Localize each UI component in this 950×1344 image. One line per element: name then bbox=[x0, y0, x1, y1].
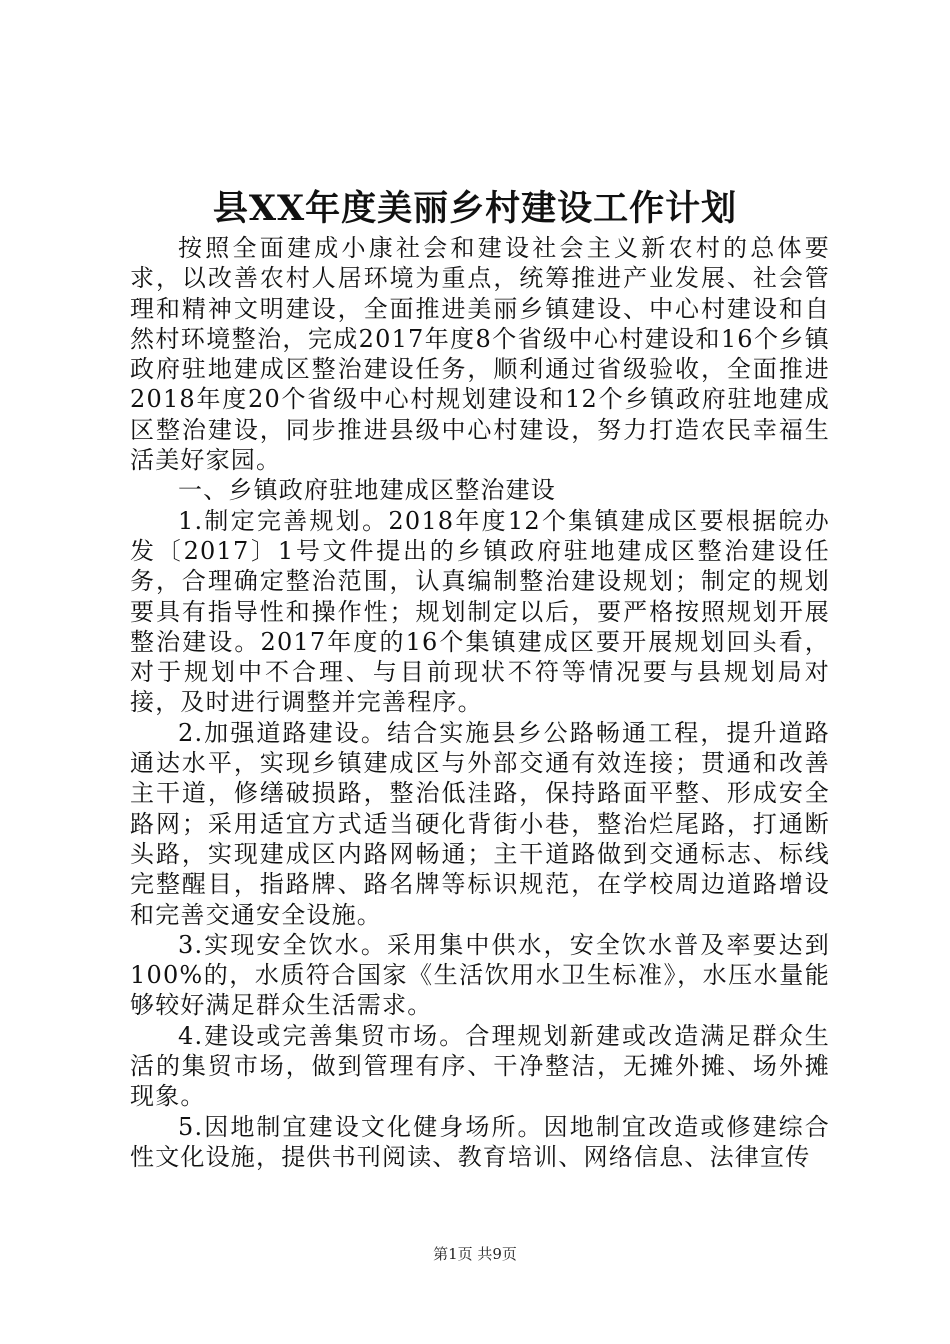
paragraph-item-2: 2.加强道路建设。结合实施县乡公路畅通工程，提升道路通达水平，实现乡镇建成区与外部交通有效连接；贯通和改善主干道，修缮破损路，整治低洼路，保持路面平整、形成安全路网；采用适宜方式适当硬化背街小巷，整治烂尾路，打通断头路，实现建成区内路网畅通；主干道路做到交通标志、标线完整醒目，指路牌、路名牌等标识规范，在学校周边道路增设和完善交通安全设施。 bbox=[130, 718, 830, 929]
document-body bbox=[130, 233, 830, 1172]
document-title: 县XX年度美丽乡村建设工作计划 bbox=[212, 188, 738, 229]
paragraph-item-3: 3.实现安全饮水。采用集中供水，安全饮水普及率要达到100%的，水质符合国家《生活饮用水卫生标准》，水压水量能够较好满足群众生活需求。 bbox=[130, 930, 830, 1020]
paragraph-item-5: 5.因地制宜建设文化健身场所。因地制宜改造或修建综合性文化设施，提供书刊阅读、教育培训、网络信息、法律宣传 bbox=[130, 1112, 830, 1171]
page-footer: 第1页 共9页 bbox=[433, 1245, 517, 1263]
section-heading: 一、乡镇政府驻地建成区整治建设 bbox=[178, 476, 556, 505]
paragraph-item-4: 4.建设或完善集贸市场。合理规划新建或改造满足群众生活的集贸市场，做到管理有序、干净整洁，无摊外摊、场外摊现象。 bbox=[130, 1021, 830, 1111]
paragraph-intro: 按照全面建成小康社会和建设社会主义新农村的总体要求，以改善农村人居环境为重点，统筹推进产业发展、社会管理和精神文明建设，全面推进美丽乡镇建设、中心村建设和自然村环境整治，完成2017年度8个省级中心村建设和16个乡镇政府驻地建成区整治建设任务，顺利通过省级验收，全面推进2018年度20个省级中心村规划建设和12个乡镇政府驻地建成区整治建设，同步推进县级中心村建设，努力打造农民幸福生活美好家园。 bbox=[130, 234, 830, 475]
paragraph-item-1: 1.制定完善规划。2018年度12个集镇建成区要根据皖办发〔2017〕1号文件提出的乡镇政府驻地建成区整治建设任务，合理确定整治范围，认真编制整治建设规划；制定的规划要具有指导性和操作性；规划制定以后，要严格按照规划开展整治建设。2017年度的16个集镇建成区要开展规划回头看，对于规划中不合理、与目前现状不符等情况要与县规划局对接，及时进行调整并完善程序。 bbox=[130, 506, 830, 717]
